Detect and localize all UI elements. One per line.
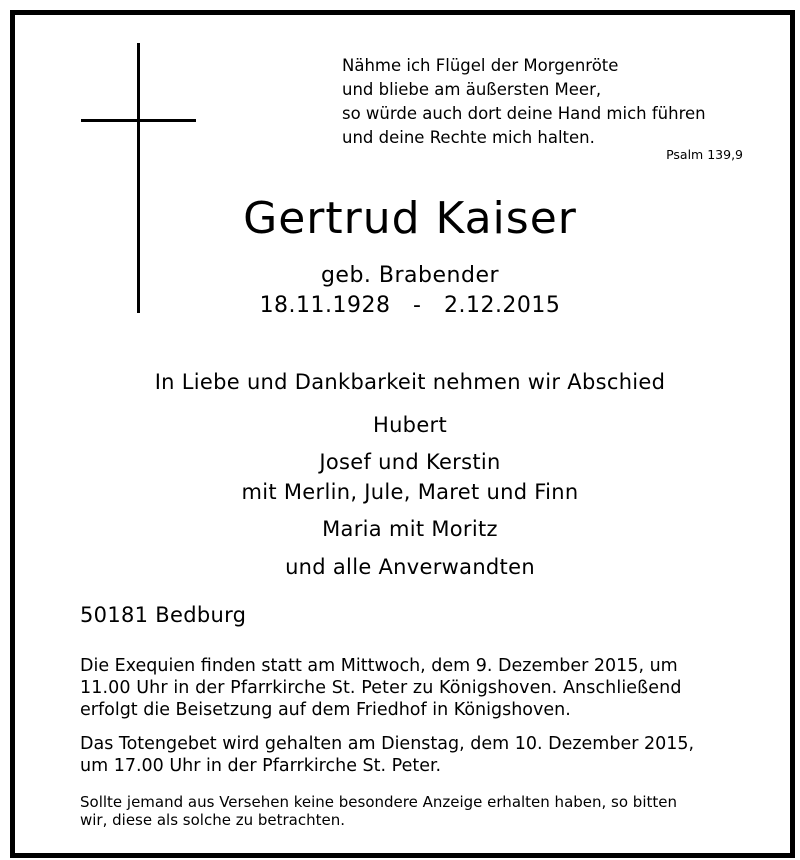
prayer-line: Das Totengebet wird gehalten am Dienstag, dem 10. Dezember 2015, [80,734,695,754]
mourner-line: Hubert [372,413,448,437]
farewell-statement: In Liebe und Dankbarkeit nehmen wir Abschied [154,370,666,394]
service-line: erfolgt die Beisetzung auf dem Friedhof in Königshoven. [80,700,571,720]
verse-line: Nähme ich Flügel der Morgenröte [342,56,619,75]
cross-icon-horizontal-beam [81,119,196,122]
notice-line: Sollte jemand aus Versehen keine besondere Anzeige erhalten haben, so bitten [80,793,677,811]
prayer-info [80,733,752,777]
mourner-line: Josef und Kerstin [319,450,501,474]
notice-line: wir, diese als solche zu betrachten. [80,811,345,829]
obituary-frame [10,10,795,858]
birth-date: 18.11.1928 [259,293,391,318]
location: 50181 Bedburg [80,603,247,627]
death-date: 2.12.2015 [443,293,561,318]
deceased-name: Gertrud Kaiser [243,193,577,244]
notice-text [80,793,752,829]
bible-verse [342,54,762,150]
mourner-line: mit Merlin, Jule, Maret und Finn [241,480,579,504]
verse-reference: Psalm 139,9 [666,147,743,162]
birth-name: geb. Brabender [320,263,500,288]
verse-line: und deine Rechte mich halten. [342,128,595,147]
funeral-service-info [80,655,752,721]
obituary-content [15,15,790,853]
prayer-line: um 17.00 Uhr in der Pfarrkirche St. Peter. [80,756,442,776]
date-separator: - [413,293,422,318]
mourner-line: Maria mit Moritz [322,517,498,541]
service-line: Die Exequien finden statt am Mittwoch, dem 9. Dezember 2015, um [80,656,678,676]
verse-line: so würde auch dort deine Hand mich führen [342,104,706,123]
verse-line: und bliebe am äußersten Meer, [342,80,602,99]
service-line: 11.00 Uhr in der Pfarrkirche St. Peter zu Königshoven. Anschließend [80,678,682,698]
life-dates [15,293,800,318]
mourner-line: und alle Anverwandten [285,555,535,579]
